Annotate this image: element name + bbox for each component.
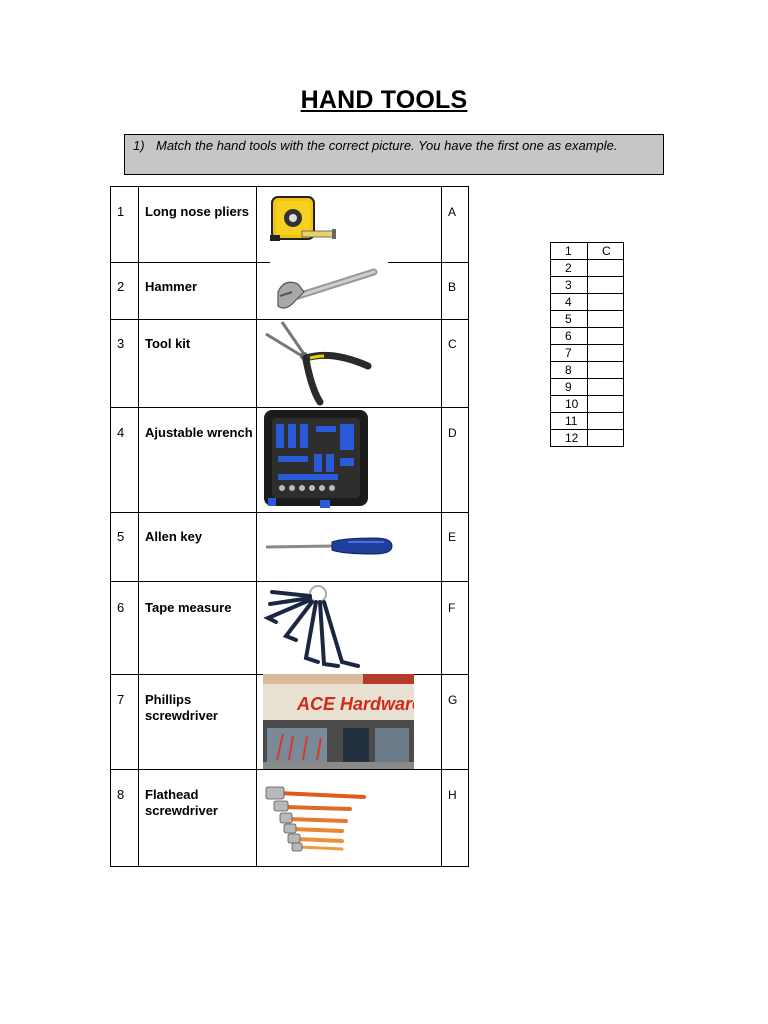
phillips-screwdriver-image [262,514,402,580]
tool-name: Hammer [145,279,198,294]
answer-row [551,413,624,430]
row-number: 4 [117,425,125,440]
answer-cell[interactable] [588,260,624,277]
answer-number: 11 [551,413,588,430]
picture-letter: G [448,693,458,707]
instruction-number: 1) [133,138,145,153]
answer-cell[interactable] [588,345,624,362]
page-title: HAND TOOLS [300,86,468,114]
row-number: 8 [117,787,125,802]
tool-name: Long nose pliers [145,204,250,219]
answer-cell[interactable] [588,277,624,294]
picture-letter: B [448,280,457,294]
hardware-store-image [263,674,414,769]
answer-number: 3 [551,277,588,294]
answer-cell[interactable] [588,362,624,379]
picture-letter: C [448,337,457,351]
tape-measure-image [262,187,344,261]
answer-cell[interactable] [588,328,624,345]
answer-number: 4 [551,294,588,311]
answer-table [550,242,624,447]
tool-name: Tool kit [145,336,191,351]
picture-letter: D [448,426,457,440]
answer-row [551,260,624,277]
picture-letter: E [448,530,457,544]
picture-letter: A [448,205,457,219]
tool-kit-image [262,408,372,512]
answer-cell[interactable] [588,430,624,447]
answer-cell[interactable]: C [588,243,624,260]
adjustable-wrench-image [270,262,388,318]
row-number: 3 [117,336,125,351]
store-sign-text: ACE Hardware [297,694,414,714]
pipe-wrench-set-image [262,771,368,857]
tool-name: Phillips screwdriver [145,692,218,723]
answer-number: 9 [551,379,588,396]
answer-number: 5 [551,311,588,328]
answer-row [551,328,624,345]
answer-number: 8 [551,362,588,379]
answer-cell[interactable] [588,413,624,430]
tool-name: Allen key [145,529,203,544]
row-number: 2 [117,279,125,294]
answer-row [551,396,624,413]
answer-number: 2 [551,260,588,277]
long-nose-pliers-image [262,320,372,406]
tool-name: Ajustable wrench [145,425,253,440]
answer-number: 10 [551,396,588,413]
tool-name: Tape measure [145,600,232,615]
row-number: 6 [117,600,125,615]
answer-row [551,345,624,362]
answer-row [551,294,624,311]
answer-cell[interactable] [588,294,624,311]
answer-cell[interactable] [588,379,624,396]
answer-row [551,277,624,294]
answer-row [551,379,624,396]
row-number: 1 [117,204,125,219]
answer-row [551,430,624,447]
instruction-text: Match the hand tools with the correct picture. You have the first one as example. [156,138,618,153]
answer-number: 12 [551,430,588,447]
row-number: 7 [117,692,125,707]
answer-number: 6 [551,328,588,345]
allen-key-set-image [262,582,362,674]
tool-name: Flathead screwdriver [145,787,218,818]
answer-row [551,243,624,260]
answer-cell[interactable] [588,311,624,328]
answer-row [551,311,624,328]
picture-letter: H [448,788,457,802]
picture-letter: F [448,601,456,615]
answer-row [551,362,624,379]
answer-number: 7 [551,345,588,362]
row-number: 5 [117,529,125,544]
answer-number: 1 [551,243,588,260]
answer-cell[interactable] [588,396,624,413]
